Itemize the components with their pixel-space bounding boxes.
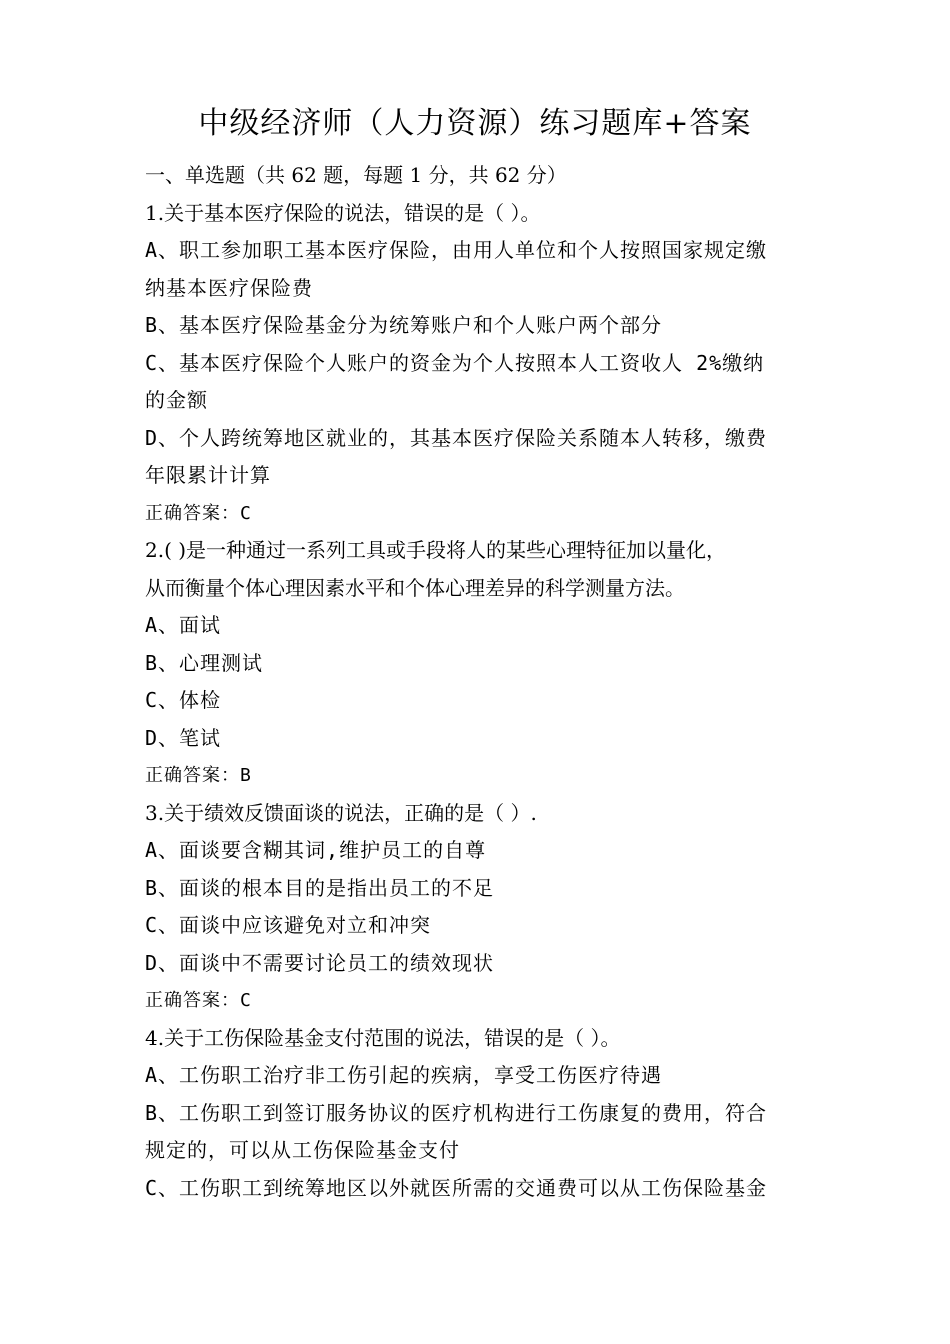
question-stem-line: 3.关于绩效反馈面谈的说法，正确的是（ ）. <box>145 800 537 825</box>
correct-answer: 正确答案：C <box>145 502 252 524</box>
option-line: A、职工参加职工基本医疗保险，由用人单位和个人按照国家规定缴 <box>145 238 768 262</box>
option-c: C、体检 <box>145 688 222 712</box>
option-c: C、面谈中应该避免对立和冲突 <box>145 913 432 937</box>
option-line: 纳基本医疗保险费 <box>145 275 313 300</box>
option-a: A、工伤职工治疗非工伤引起的疾病，享受工伤医疗待遇 <box>145 1063 663 1087</box>
correct-answer: 正确答案：B <box>145 765 252 786</box>
document-body <box>145 157 815 1207</box>
question-block <box>145 795 815 1020</box>
question-stem-line: 从而衡量个体心理因素水平和个体心理差异的科学测量方法。 <box>145 575 685 600</box>
option-d: D、面谈中不需要讨论员工的绩效现状 <box>145 950 495 975</box>
correct-answer: 正确答案：C <box>145 990 252 1011</box>
question-block <box>145 1020 815 1208</box>
option-c: C、工伤职工到统筹地区以外就医所需的交通费可以从工伤保险基金 <box>145 1175 768 1200</box>
option-line: C、基本医疗保险个人账户的资金为个人按照本人工资收人 2%缴纳 <box>145 350 765 375</box>
option-line: 规定的，可以从工伤保险基金支付 <box>145 1138 460 1162</box>
option-b <box>145 307 815 345</box>
option-b: B、心理测试 <box>145 650 264 675</box>
option-line: B、工伤职工到签订服务协议的医疗机构进行工伤康复的费用，符合 <box>145 1100 768 1125</box>
option-line: 的金额 <box>145 388 208 412</box>
option-d <box>145 420 815 495</box>
option-line: D、个人跨统筹地区就业的，其基本医疗保险关系随本人转移，缴费 <box>145 425 768 450</box>
option-c <box>145 345 815 420</box>
option-d: D、笔试 <box>145 725 222 750</box>
question-stem-line: 2.( )是一种通过一系列工具或手段将人的某些心理特征加以量化， <box>145 538 727 562</box>
question-stem-line: 1.关于基本医疗保险的说法，错误的是（ ）。 <box>145 200 541 225</box>
option-b <box>145 1095 815 1170</box>
option-b: B、面谈的根本目的是指出员工的不足 <box>145 875 495 900</box>
document-title: 中级经济师（人力资源）练习题库+答案 <box>198 106 752 141</box>
option-a: A、面试 <box>145 613 222 637</box>
option-a: A、面谈要含糊其词,维护员工的自尊 <box>145 838 487 862</box>
question-block <box>145 532 815 795</box>
option-line: 年限累计计算 <box>145 463 271 487</box>
question-stem-line: 4.关于工伤保险基金支付范围的说法，错误的是（ ）。 <box>145 1025 621 1050</box>
option-a <box>145 232 815 307</box>
option-line: B、基本医疗保险基金分为统筹账户和个人账户两个部分 <box>145 313 663 337</box>
question-block <box>145 195 815 533</box>
section-heading: 一、单选题（共 62 题，每题 1 分，共 62 分） <box>145 163 567 187</box>
